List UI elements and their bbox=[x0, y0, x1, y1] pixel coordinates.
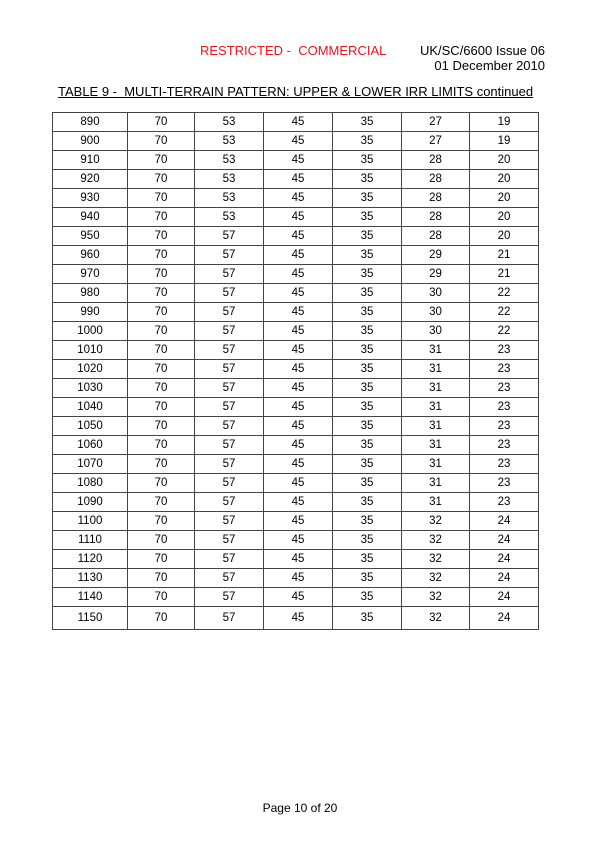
table-cell: 22 bbox=[470, 303, 539, 322]
table-row bbox=[53, 113, 539, 132]
table-cell: 45 bbox=[264, 474, 333, 493]
table-cell: 70 bbox=[128, 607, 195, 630]
table-cell: 23 bbox=[470, 455, 539, 474]
table-cell: 31 bbox=[402, 341, 470, 360]
table-cell: 35 bbox=[333, 360, 402, 379]
table-cell: 32 bbox=[402, 531, 470, 550]
table-cell: 70 bbox=[128, 113, 195, 132]
table-row bbox=[53, 588, 539, 607]
table-row bbox=[53, 379, 539, 398]
table-cell: 57 bbox=[195, 607, 264, 630]
table-cell: 70 bbox=[128, 360, 195, 379]
table-cell: 35 bbox=[333, 284, 402, 303]
table-cell: 57 bbox=[195, 474, 264, 493]
table-cell: 35 bbox=[333, 569, 402, 588]
table-cell: 70 bbox=[128, 455, 195, 474]
table-cell: 57 bbox=[195, 512, 264, 531]
table-cell: 28 bbox=[402, 151, 470, 170]
table-cell: 45 bbox=[264, 341, 333, 360]
table-cell: 31 bbox=[402, 474, 470, 493]
table-cell: 45 bbox=[264, 303, 333, 322]
table-cell: 1100 bbox=[53, 512, 128, 531]
table-cell: 19 bbox=[470, 113, 539, 132]
table-cell: 1010 bbox=[53, 341, 128, 360]
table-cell: 70 bbox=[128, 170, 195, 189]
table-cell: 70 bbox=[128, 417, 195, 436]
table-cell: 950 bbox=[53, 227, 128, 246]
table-cell: 45 bbox=[264, 379, 333, 398]
table-cell: 70 bbox=[128, 151, 195, 170]
table-cell: 29 bbox=[402, 246, 470, 265]
table-cell: 23 bbox=[470, 398, 539, 417]
table-cell: 53 bbox=[195, 132, 264, 151]
table-cell: 31 bbox=[402, 436, 470, 455]
table-cell: 53 bbox=[195, 151, 264, 170]
table-row bbox=[53, 474, 539, 493]
table-cell: 910 bbox=[53, 151, 128, 170]
table-cell: 70 bbox=[128, 493, 195, 512]
table-cell: 57 bbox=[195, 455, 264, 474]
table-cell: 28 bbox=[402, 227, 470, 246]
table-cell: 35 bbox=[333, 208, 402, 227]
table-cell: 35 bbox=[333, 607, 402, 630]
table-cell: 45 bbox=[264, 151, 333, 170]
table-cell: 70 bbox=[128, 341, 195, 360]
table-cell: 35 bbox=[333, 379, 402, 398]
doc-ref-date: 01 December 2010 bbox=[434, 58, 545, 73]
table-cell: 23 bbox=[470, 379, 539, 398]
table-cell: 45 bbox=[264, 246, 333, 265]
table-cell: 23 bbox=[470, 474, 539, 493]
table-cell: 1020 bbox=[53, 360, 128, 379]
table-row bbox=[53, 208, 539, 227]
table-cell: 1130 bbox=[53, 569, 128, 588]
table-row bbox=[53, 132, 539, 151]
table-row bbox=[53, 322, 539, 341]
table-cell: 31 bbox=[402, 417, 470, 436]
table-cell: 31 bbox=[402, 398, 470, 417]
table-cell: 45 bbox=[264, 265, 333, 284]
table-cell: 35 bbox=[333, 303, 402, 322]
table-cell: 70 bbox=[128, 265, 195, 284]
table-cell: 45 bbox=[264, 531, 333, 550]
table-cell: 70 bbox=[128, 246, 195, 265]
table-cell: 35 bbox=[333, 493, 402, 512]
table-row bbox=[53, 189, 539, 208]
table-cell: 1030 bbox=[53, 379, 128, 398]
table-cell: 1060 bbox=[53, 436, 128, 455]
table-cell: 45 bbox=[264, 512, 333, 531]
table-cell: 70 bbox=[128, 379, 195, 398]
table-cell: 45 bbox=[264, 550, 333, 569]
table-cell: 57 bbox=[195, 246, 264, 265]
table-cell: 45 bbox=[264, 189, 333, 208]
table-cell: 30 bbox=[402, 303, 470, 322]
table-row bbox=[53, 550, 539, 569]
table-row bbox=[53, 227, 539, 246]
table-cell: 57 bbox=[195, 360, 264, 379]
table-cell: 45 bbox=[264, 436, 333, 455]
table-cell: 57 bbox=[195, 398, 264, 417]
table-cell: 35 bbox=[333, 417, 402, 436]
table-row bbox=[53, 493, 539, 512]
doc-ref-issue: UK/SC/6600 Issue 06 bbox=[419, 43, 545, 58]
table-cell: 32 bbox=[402, 550, 470, 569]
table-cell: 45 bbox=[264, 360, 333, 379]
table-cell: 28 bbox=[402, 208, 470, 227]
table-cell: 22 bbox=[470, 284, 539, 303]
table-cell: 1150 bbox=[53, 607, 128, 630]
table-cell: 28 bbox=[402, 189, 470, 208]
table-cell: 45 bbox=[264, 569, 333, 588]
table-cell: 45 bbox=[264, 417, 333, 436]
table-cell: 45 bbox=[264, 113, 333, 132]
table-cell: 70 bbox=[128, 322, 195, 341]
table-cell: 28 bbox=[402, 170, 470, 189]
table-cell: 35 bbox=[333, 322, 402, 341]
table-row bbox=[53, 360, 539, 379]
table-cell: 57 bbox=[195, 227, 264, 246]
table-cell: 30 bbox=[402, 322, 470, 341]
table-cell: 70 bbox=[128, 189, 195, 208]
table-cell: 32 bbox=[402, 512, 470, 531]
table-cell: 57 bbox=[195, 436, 264, 455]
table-cell: 70 bbox=[128, 132, 195, 151]
table-cell: 35 bbox=[333, 588, 402, 607]
table-cell: 57 bbox=[195, 531, 264, 550]
table-cell: 20 bbox=[470, 151, 539, 170]
table-cell: 35 bbox=[333, 550, 402, 569]
table-cell: 45 bbox=[264, 170, 333, 189]
table-cell: 930 bbox=[53, 189, 128, 208]
table-cell: 45 bbox=[264, 227, 333, 246]
table-cell: 32 bbox=[402, 569, 470, 588]
table-cell: 70 bbox=[128, 569, 195, 588]
table-cell: 35 bbox=[333, 512, 402, 531]
table-cell: 53 bbox=[195, 189, 264, 208]
table-cell: 30 bbox=[402, 284, 470, 303]
table-cell: 57 bbox=[195, 284, 264, 303]
table-row bbox=[53, 455, 539, 474]
table-row bbox=[53, 607, 539, 630]
table-cell: 23 bbox=[470, 417, 539, 436]
table-cell: 35 bbox=[333, 189, 402, 208]
table-cell: 45 bbox=[264, 588, 333, 607]
table-cell: 70 bbox=[128, 227, 195, 246]
table-row bbox=[53, 417, 539, 436]
table-cell: 20 bbox=[470, 208, 539, 227]
table-cell: 22 bbox=[470, 322, 539, 341]
table-cell: 57 bbox=[195, 379, 264, 398]
table-cell: 21 bbox=[470, 265, 539, 284]
table-cell: 27 bbox=[402, 113, 470, 132]
table-cell: 45 bbox=[264, 208, 333, 227]
table-row bbox=[53, 569, 539, 588]
table-title: TABLE 9 - MULTI-TERRAIN PATTERN: UPPER & LOWER IRR LIMITS continued bbox=[58, 84, 534, 99]
table-cell: 23 bbox=[470, 493, 539, 512]
table-cell: 1120 bbox=[53, 550, 128, 569]
table-cell: 35 bbox=[333, 531, 402, 550]
table-cell: 24 bbox=[470, 531, 539, 550]
table-cell: 980 bbox=[53, 284, 128, 303]
table-cell: 23 bbox=[470, 360, 539, 379]
table-cell: 35 bbox=[333, 132, 402, 151]
table-row bbox=[53, 398, 539, 417]
table-cell: 57 bbox=[195, 303, 264, 322]
document-reference bbox=[420, 43, 545, 73]
table-cell: 70 bbox=[128, 550, 195, 569]
table-row bbox=[53, 246, 539, 265]
table-cell: 1050 bbox=[53, 417, 128, 436]
table-cell: 31 bbox=[402, 360, 470, 379]
table-cell: 24 bbox=[470, 512, 539, 531]
table-row bbox=[53, 265, 539, 284]
table-cell: 920 bbox=[53, 170, 128, 189]
table-cell: 57 bbox=[195, 322, 264, 341]
table-row bbox=[53, 284, 539, 303]
table-cell: 31 bbox=[402, 455, 470, 474]
table-cell: 35 bbox=[333, 474, 402, 493]
table-cell: 70 bbox=[128, 436, 195, 455]
table-cell: 20 bbox=[470, 170, 539, 189]
table-cell: 53 bbox=[195, 208, 264, 227]
table-cell: 45 bbox=[264, 607, 333, 630]
table-cell: 890 bbox=[53, 113, 128, 132]
table-cell: 940 bbox=[53, 208, 128, 227]
table-cell: 1090 bbox=[53, 493, 128, 512]
table-row bbox=[53, 512, 539, 531]
table-cell: 70 bbox=[128, 303, 195, 322]
table-cell: 23 bbox=[470, 341, 539, 360]
table-cell: 1070 bbox=[53, 455, 128, 474]
table-cell: 35 bbox=[333, 455, 402, 474]
table-cell: 53 bbox=[195, 170, 264, 189]
table-cell: 1110 bbox=[53, 531, 128, 550]
table-cell: 21 bbox=[470, 246, 539, 265]
table-cell: 1000 bbox=[53, 322, 128, 341]
table-cell: 19 bbox=[470, 132, 539, 151]
table-row bbox=[53, 170, 539, 189]
table-cell: 970 bbox=[53, 265, 128, 284]
table-cell: 35 bbox=[333, 246, 402, 265]
table-cell: 45 bbox=[264, 284, 333, 303]
table-cell: 70 bbox=[128, 474, 195, 493]
table-row bbox=[53, 436, 539, 455]
table-cell: 70 bbox=[128, 398, 195, 417]
table-cell: 35 bbox=[333, 398, 402, 417]
table-cell: 32 bbox=[402, 588, 470, 607]
table-cell: 1040 bbox=[53, 398, 128, 417]
table-cell: 1140 bbox=[53, 588, 128, 607]
table-cell: 960 bbox=[53, 246, 128, 265]
table-cell: 45 bbox=[264, 322, 333, 341]
table-cell: 57 bbox=[195, 265, 264, 284]
table-cell: 31 bbox=[402, 379, 470, 398]
irr-limits-table bbox=[52, 112, 539, 630]
table-cell: 70 bbox=[128, 284, 195, 303]
table-cell: 24 bbox=[470, 588, 539, 607]
table-cell: 27 bbox=[402, 132, 470, 151]
table-cell: 24 bbox=[470, 607, 539, 630]
table-cell: 57 bbox=[195, 417, 264, 436]
table-cell: 57 bbox=[195, 588, 264, 607]
table-cell: 990 bbox=[53, 303, 128, 322]
table-row bbox=[53, 531, 539, 550]
table-cell: 45 bbox=[264, 455, 333, 474]
table-cell: 20 bbox=[470, 189, 539, 208]
table-cell: 70 bbox=[128, 512, 195, 531]
table-cell: 57 bbox=[195, 341, 264, 360]
table-cell: 35 bbox=[333, 341, 402, 360]
table-cell: 70 bbox=[128, 588, 195, 607]
table-cell: 1080 bbox=[53, 474, 128, 493]
table-cell: 57 bbox=[195, 550, 264, 569]
table-cell: 35 bbox=[333, 113, 402, 132]
table-cell: 35 bbox=[333, 151, 402, 170]
table-row bbox=[53, 303, 539, 322]
table-cell: 35 bbox=[333, 227, 402, 246]
page-number: Page 10 of 20 bbox=[262, 801, 338, 815]
classification-marking: RESTRICTED - COMMERCIAL bbox=[200, 43, 387, 58]
table-cell: 20 bbox=[470, 227, 539, 246]
table-cell: 900 bbox=[53, 132, 128, 151]
table-cell: 45 bbox=[264, 493, 333, 512]
table-cell: 57 bbox=[195, 493, 264, 512]
table-cell: 23 bbox=[470, 436, 539, 455]
table-cell: 57 bbox=[195, 569, 264, 588]
table-cell: 70 bbox=[128, 531, 195, 550]
table-cell: 53 bbox=[195, 113, 264, 132]
table-cell: 35 bbox=[333, 170, 402, 189]
table-row bbox=[53, 341, 539, 360]
table-cell: 35 bbox=[333, 265, 402, 284]
table-cell: 31 bbox=[402, 493, 470, 512]
table-cell: 45 bbox=[264, 132, 333, 151]
table-cell: 32 bbox=[402, 607, 470, 630]
table-cell: 24 bbox=[470, 550, 539, 569]
table-cell: 24 bbox=[470, 569, 539, 588]
table-body bbox=[53, 113, 539, 630]
table-row bbox=[53, 151, 539, 170]
table-cell: 29 bbox=[402, 265, 470, 284]
table-cell: 45 bbox=[264, 398, 333, 417]
table-cell: 35 bbox=[333, 436, 402, 455]
table-cell: 70 bbox=[128, 208, 195, 227]
